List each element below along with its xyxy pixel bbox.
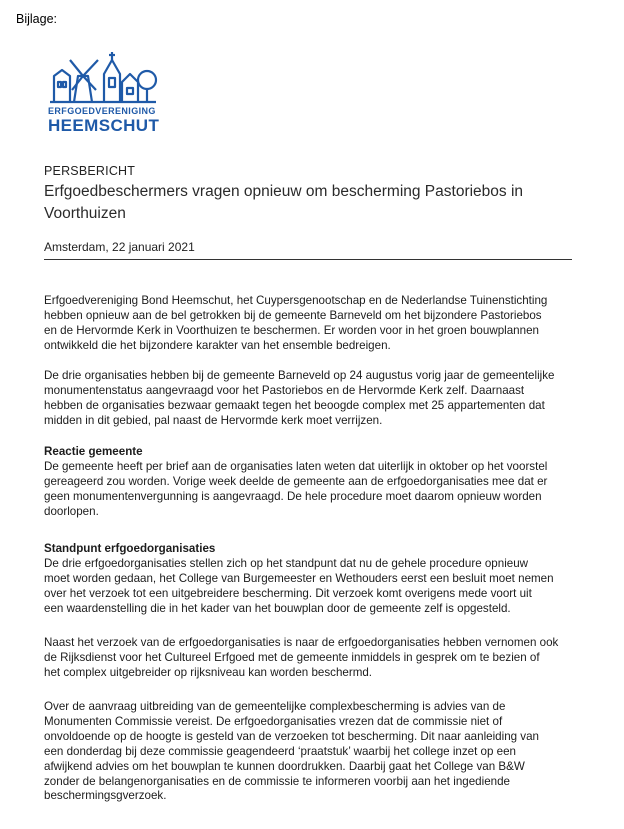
logo-subtitle: ERFGOEDVERENIGING [48, 106, 156, 116]
text-line: over het verzoek tot een uitgebreidere bescherming. Dit verzoek komt overigens mede voort uit [44, 586, 532, 600]
text-line: De gemeente heeft per brief aan de organisaties laten weten dat uiterlijk in oktober op het voorstel [44, 459, 548, 473]
heemschut-skyline-logo-icon [48, 46, 158, 104]
text-line: het complex uitgebreider op rijksniveau kan worden beschermd. [44, 665, 373, 679]
paragraph [44, 294, 584, 354]
section-heading: Reactie gemeente [44, 445, 143, 458]
text-line: een donderdag bij deze commissie geagendeerd ‘praatstuk’ waarbij het college inzet op een [44, 744, 516, 758]
text-line: beschermingsgverzoek. [44, 789, 167, 803]
section-standpunt [44, 542, 584, 617]
text-line: Over de aanvraag uitbreiding van de gemeentelijke complexbescherming is advies van de [44, 700, 506, 713]
title-line: Voorthuizen [44, 205, 126, 222]
paragraph [44, 636, 584, 681]
heemschut-logo [48, 46, 178, 138]
paragraph [44, 369, 584, 429]
text-line: een waardenstelling die in het kader van het bouwplan door de gemeente zelf is opgesteld. [44, 601, 511, 615]
divider [44, 259, 572, 260]
page-title [44, 181, 564, 225]
text-line: gereageerd zou worden. Vorige week deelde de gemeente aan de erfgoedorganisaties mee dat er [44, 474, 548, 488]
text-line: hebben de organisaties bezwaar gemaakt tegen het beoogde complex met 25 appartementen dat [44, 398, 545, 412]
text-line: de Rijksdienst voor het Cultureel Erfgoed met de gemeente inmiddels in gesprek om te bezien of [44, 650, 540, 664]
dateline: Amsterdam, 22 januari 2021 [44, 240, 195, 254]
text-line: moet worden gedaan, het College van Burgemeester en Wethouders eerst een besluit moet nemen [44, 571, 554, 585]
title-line: Erfgoedbeschermers vragen opnieuw om bescherming Pastoriebos in [44, 183, 524, 200]
text-line: ontwikkeld die het bijzondere karakter van het ensemble bedreigen. [44, 338, 391, 352]
text-line: Erfgoedvereniging Bond Heemschut, het Cuypersgenootschap en de Nederlandse Tuinenstichting [44, 294, 548, 307]
text-line: onvoldoende op de hoogte is gesteld van de verzoeken tot bescherming. Dit naar aanleiding van [44, 729, 540, 743]
text-line: Monumenten Commissie vereist. De erfgoedorganisaties vrezen dat de commissie niet of [44, 714, 503, 728]
text-line: Naast het verzoek van de erfgoedorganisaties is naar de erfgoedorganisaties hebben vernomen ook [44, 636, 559, 649]
text-line: geen monumentenvergunning is aangevraagd. De hele procedure moet daarom opnieuw worden [44, 489, 542, 503]
logo-title: HEEMSCHUT [48, 116, 160, 135]
paragraph [44, 700, 584, 804]
press-release-label: PERSBERICHT [44, 164, 136, 178]
text-line: hebben opnieuw aan de bel getrokken bij de gemeente Barneveld om het bijzondere Pastoriebos [44, 308, 542, 322]
text-line: De drie organisaties hebben bij de gemeente Barneveld op 24 augustus vorig jaar de gemeentelijke [44, 369, 555, 382]
text-line: zonder de belangenorganisaties en de commissie te informeren voorbij aan het ingediende [44, 774, 510, 788]
text-line: doorlopen. [44, 504, 99, 518]
text-line: afwijkend advies om het bouwplan te kunnen doordrukken. Daarbij gaat het College van B&W [44, 759, 525, 773]
text-line: midden in dit gebied, pal naast de Hervormde kerk moet verrijzen. [44, 413, 383, 427]
section-heading: Standpunt erfgoedorganisaties [44, 542, 216, 555]
text-line: monumentenstatus aangevraagd voor het Pastoriebos en de Hervormde Kerk zelf. Daarnaast [44, 383, 525, 397]
text-line: en de Hervormde Kerk in Voorthuizen te beschermen. Er worden voor in het groen bouwplannen [44, 323, 539, 337]
attachment-label: Bijlage: [16, 12, 57, 26]
text-line: De drie erfgoedorganisaties stellen zich op het standpunt dat nu de gehele procedure opnieuw [44, 556, 529, 570]
section-reactie-gemeente [44, 445, 584, 520]
